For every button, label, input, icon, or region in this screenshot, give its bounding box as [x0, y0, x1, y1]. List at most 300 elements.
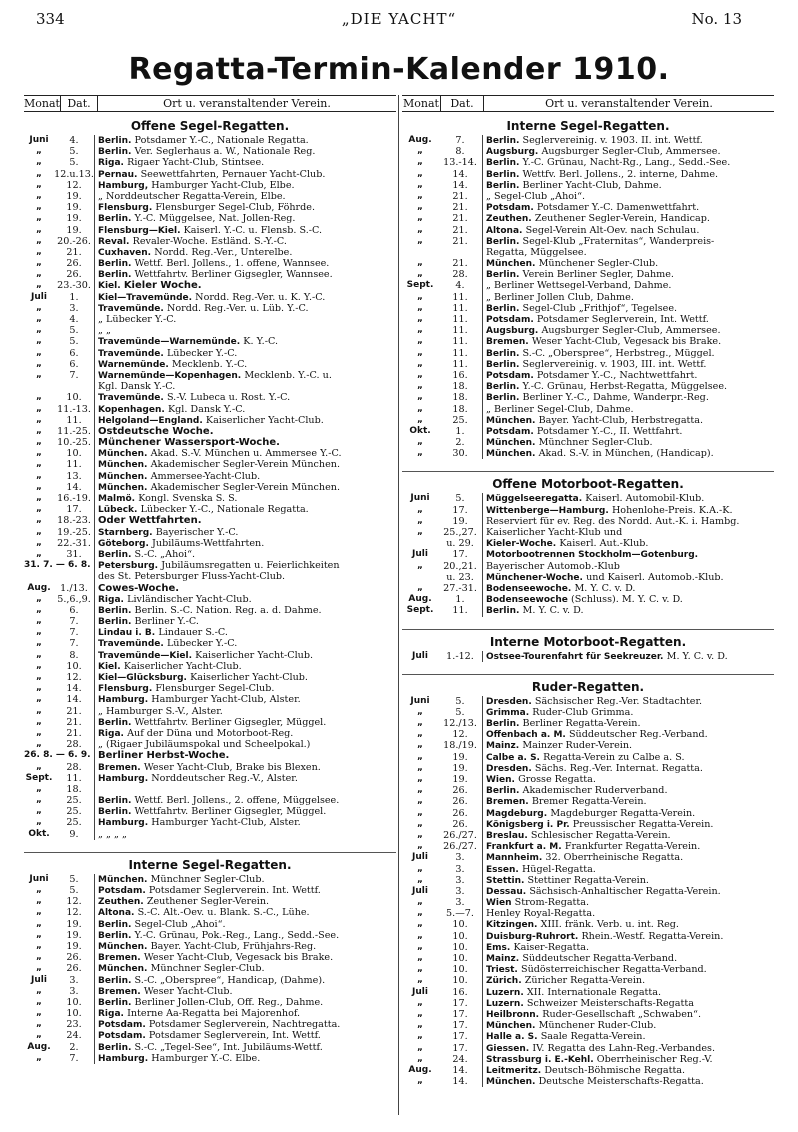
entry-description: Ver. Seglerhaus a. W., Nationale Reg.	[134, 146, 316, 158]
entry-city: Ostsee-Tourenfahrt für Seekreuzer.	[486, 651, 667, 662]
entry-date: u. 29.	[438, 538, 483, 549]
entry-city: Duisburg-Ruhrort.	[486, 931, 582, 942]
entry-month: „	[36, 213, 42, 224]
entry-city: Riga.	[98, 1009, 128, 1020]
entry-month: „	[36, 414, 42, 425]
entry-description: „ Norddeutscher Regatta-Verein, Elbe.	[98, 190, 286, 202]
calendar-entry	[24, 213, 396, 224]
entry-city: Berlin.	[486, 236, 523, 247]
calendar-entry	[24, 169, 396, 180]
calendar-entry	[24, 247, 396, 258]
entry-date: 24.	[54, 1030, 95, 1041]
calendar-entry	[24, 549, 396, 560]
entry-text	[486, 1031, 774, 1042]
entry-city: Flensburg—Kiel.	[98, 225, 184, 236]
calendar-entry	[402, 572, 774, 583]
entry-city: München.	[486, 449, 539, 460]
entry-text	[98, 135, 396, 146]
entry-description: Deutsch-Böhmische Regatta.	[544, 1064, 686, 1076]
entry-text	[98, 448, 396, 459]
calendar-entry	[24, 706, 396, 717]
entry-date: 5.	[54, 146, 95, 157]
entry-date: 3.	[438, 852, 483, 863]
calendar-entry	[24, 795, 396, 806]
entry-description: Mecklenb. Y.-C.	[171, 358, 248, 370]
entry-date: 19.	[54, 202, 95, 213]
entry-city: Zeuthen.	[486, 214, 535, 225]
entry-city: Cuxhaven.	[98, 247, 155, 258]
entry-month: „	[417, 325, 423, 336]
entry-text	[486, 1020, 774, 1031]
entry-month: „	[36, 403, 42, 414]
magazine-title: „DIE YACHT“	[341, 10, 457, 28]
entry-date: u. 23.	[438, 572, 483, 583]
calendar-entry	[402, 146, 774, 157]
entry-city: Dessau.	[486, 886, 530, 897]
entry-month: „	[417, 560, 423, 571]
entry-month: „	[417, 718, 423, 729]
entry-date	[54, 381, 95, 392]
entry-description: Reserviert für ev. Reg. des Nordd. Aut.-K. i. Hambg.	[486, 515, 740, 527]
entry-date: 19.	[438, 752, 483, 763]
entry-city: Flensburg.	[98, 203, 156, 214]
entry-month: „	[36, 907, 42, 918]
calendar-entry	[402, 314, 774, 325]
calendar-entry	[24, 885, 396, 896]
entry-date: 26.	[54, 963, 95, 974]
entry-description: Münchener Wassersport-Woche.	[98, 437, 280, 449]
entry-month: „	[36, 963, 42, 974]
column-header	[24, 95, 396, 112]
entry-date: 19.-25.	[54, 527, 95, 538]
entry-text	[486, 886, 774, 897]
entry-city: Kieler-Woche.	[486, 539, 560, 550]
entry-text	[486, 594, 774, 605]
calendar-entry	[402, 437, 774, 448]
entry-month: „	[417, 1076, 423, 1087]
entry-city: Pernau.	[98, 169, 141, 180]
entry-text	[486, 1009, 774, 1020]
entry-date: 10.	[438, 964, 483, 975]
calendar-entry	[24, 448, 396, 459]
entry-date: 3.	[438, 875, 483, 886]
entry-month: „	[417, 930, 423, 941]
entry-date: 10.	[54, 448, 95, 459]
entry-month: Juli	[412, 852, 428, 863]
entry-date: 3.	[54, 303, 95, 314]
entry-month	[402, 538, 438, 549]
entry-date: 12./13.	[438, 718, 483, 729]
entry-date: 7.	[54, 627, 95, 638]
entry-text	[98, 493, 396, 504]
entry-city: Breslau.	[486, 830, 531, 841]
entry-month: „	[36, 314, 42, 324]
entry-city: Motorbootrennen Stockholm—Gotenburg.	[486, 550, 699, 561]
entry-city: Berlin.	[486, 382, 523, 393]
calendar-entry	[402, 527, 774, 538]
entry-text	[486, 953, 774, 964]
entry-city: Malmö.	[98, 494, 139, 504]
entry-text	[486, 314, 774, 325]
entry-city: Kiel.	[98, 661, 124, 672]
entry-city: Bremen.	[98, 762, 144, 773]
entry-city: Bodenseewoche.	[486, 583, 575, 594]
entry-month: „	[417, 381, 423, 392]
calendar-entry	[402, 696, 774, 707]
entry-description: Bayer. Yacht-Club, Herbstregatta.	[538, 414, 704, 426]
entry-description: Berliner Y.-C., Dahme, Wanderpr.-Reg.	[522, 392, 709, 404]
entry-text	[486, 527, 774, 538]
entry-month: „	[36, 347, 42, 358]
entry-city: Heilbronn.	[486, 1009, 543, 1020]
entry-description: Süddeutscher Regatta-Verband.	[522, 953, 678, 964]
entry-month: „	[36, 683, 42, 694]
entry-text	[98, 325, 396, 336]
entry-date: 3.	[438, 864, 483, 875]
entry-text	[98, 795, 396, 806]
calendar-entry	[402, 381, 774, 392]
entry-city: Bremen.	[98, 953, 144, 964]
entry-date: 10.	[54, 661, 95, 672]
entry-city: Bodenseewoche	[486, 595, 572, 606]
entry-text	[486, 696, 774, 707]
entry-month: Aug.	[27, 582, 51, 593]
entry-month: „	[417, 706, 423, 717]
entry-city: München.	[98, 449, 151, 460]
entry-city: München.	[486, 415, 539, 426]
entry-description: Südösterreichischer Regatta-Verband.	[521, 964, 707, 976]
entry-text	[98, 594, 396, 605]
entry-month: „	[417, 168, 423, 179]
entry-text	[486, 191, 774, 202]
entry-text	[98, 213, 396, 224]
entry-text	[98, 1019, 396, 1030]
entry-month: „	[417, 392, 423, 403]
entry-date: 5.	[54, 336, 95, 347]
entry-city: Kiel.	[98, 281, 124, 292]
entry-date: 19.	[438, 763, 483, 774]
calendar-entry	[24, 627, 396, 638]
entry-text	[486, 819, 774, 830]
entry-month: „	[36, 739, 42, 750]
entry-date: 19.	[438, 774, 483, 785]
entry-description: Cowes-Woche.	[98, 582, 180, 594]
entry-month: „	[36, 325, 42, 336]
entry-city: Berlin.	[98, 717, 135, 728]
entry-text	[486, 864, 774, 875]
entry-date: 3.	[54, 986, 95, 997]
calendar-entry	[402, 1065, 774, 1076]
entry-date: 12.	[54, 896, 95, 907]
entry-city: Halle a. S.	[486, 1032, 541, 1043]
calendar-entry	[402, 852, 774, 863]
calendar-entry	[24, 594, 396, 605]
entry-text	[98, 381, 396, 392]
calendar-entry	[402, 975, 774, 986]
entry-city: Essen.	[486, 864, 522, 875]
entry-description: Segel-Club „Frithjof“, Tegelsee.	[522, 302, 678, 314]
entry-city: Potsdam.	[98, 1020, 149, 1031]
entry-date: 10.	[438, 942, 483, 953]
entry-month	[402, 247, 438, 258]
entry-city: Wien.	[486, 775, 519, 785]
column-divider	[398, 95, 399, 1115]
entry-description: Wettfv. Berl. Jollens., 2. interne, Dahme.	[522, 168, 719, 180]
calendar-entry	[24, 191, 396, 202]
entry-date: 14.	[54, 482, 95, 493]
entry-month: „	[36, 660, 42, 671]
calendar-entry	[402, 1043, 774, 1054]
calendar-entry	[24, 1019, 396, 1030]
entry-date: 23.	[54, 1019, 95, 1030]
entry-description: Rhein.-Westf. Regatta-Verein.	[581, 930, 724, 942]
entry-text	[98, 549, 396, 560]
entry-text	[486, 437, 774, 448]
entry-date: 11.	[438, 605, 483, 616]
entry-city: Zeuthen.	[98, 897, 147, 908]
entry-city: Bremen.	[98, 986, 144, 997]
calendar-entry	[402, 651, 774, 662]
entry-date: 27.-31.	[438, 583, 483, 594]
entry-text	[486, 752, 774, 763]
calendar-entry	[402, 897, 774, 908]
entry-month: „	[417, 997, 423, 1008]
entry-description: Ruder-Club Grimma.	[532, 706, 634, 718]
entry-month: „	[36, 179, 42, 190]
calendar-entry	[402, 1054, 774, 1065]
entry-description: und Kaiserl. Automob.-Klub.	[586, 571, 724, 583]
entry-month: Aug.	[408, 594, 432, 605]
entry-date: 5.	[438, 493, 483, 504]
calendar-entry	[24, 314, 396, 325]
entry-date: 20.,21.	[438, 561, 483, 572]
entry-city: München.	[98, 471, 151, 482]
entry-description: Weser Yacht-Club.	[143, 985, 233, 997]
calendar-entry	[402, 1076, 774, 1087]
entry-city: Petersburg.	[98, 561, 162, 572]
entry-description: Schweizer Meisterschafts-Regatta	[526, 997, 694, 1009]
entry-month: „	[36, 157, 42, 168]
entry-description: Süddeutscher Reg.-Verband.	[568, 729, 708, 741]
entry-description: Potsdamer Seglerverein, Int. Wettf.	[536, 314, 709, 325]
entry-city: Offenbach a. M.	[486, 730, 569, 741]
entry-description: Seglervereinig. v. 1903, III. int. Wettf.	[522, 358, 707, 370]
entry-text	[486, 875, 774, 886]
entry-description: K. Y.-C.	[243, 336, 278, 348]
calendar-entry	[402, 808, 774, 819]
entry-description: Wettf. Berl. Jollens., 2. offene, Müggelsee.	[134, 795, 340, 807]
entry-text	[486, 303, 774, 314]
calendar-entry	[402, 392, 774, 403]
calendar-entry	[402, 448, 774, 459]
entry-description: Weser Yacht-Club, Vegesack bis Brake.	[143, 952, 334, 964]
entry-date: 5.	[54, 157, 95, 168]
entry-city: Travemünde.	[98, 639, 167, 650]
entry-month: „	[36, 761, 42, 772]
entry-date: 26.	[54, 258, 95, 269]
entry-description: Verein Berliner Segler, Dahme.	[522, 269, 674, 281]
entry-month: „	[417, 897, 423, 908]
entry-city: Hamburg,	[98, 180, 152, 191]
entry-date: 11.	[54, 459, 95, 470]
calendar-entry	[402, 864, 774, 875]
entry-description: Deutsche Meisterschafts-Regatta.	[538, 1076, 704, 1088]
entry-month: „	[36, 985, 42, 996]
entry-text	[486, 538, 774, 549]
entry-text	[486, 135, 774, 146]
entry-city: Strassburg i. E.-Kehl.	[486, 1054, 597, 1065]
entry-text	[98, 236, 396, 247]
entry-date: 21.	[438, 191, 483, 202]
entry-month	[402, 572, 438, 583]
calendar-entry	[24, 560, 396, 571]
entry-city: Hamburg.	[98, 773, 152, 784]
calendar-entry	[24, 348, 396, 359]
entry-month: „	[36, 537, 42, 548]
entry-description: „ Berliner Wettsegel-Verband, Dahme.	[486, 280, 672, 292]
entry-description: Henley Royal-Regatta.	[486, 908, 596, 920]
entry-month: „	[36, 817, 42, 828]
entry-description: Ruder-Gesellschaft „Schwaben“.	[542, 1008, 702, 1020]
entry-description: Preussischer Regatta-Verein.	[572, 818, 714, 830]
entry-text	[98, 941, 396, 952]
entry-date: 26./27.	[438, 841, 483, 852]
entry-description: Kaiserl. Aut.-Klub.	[559, 538, 649, 550]
entry-city: Berlin.	[486, 169, 523, 180]
entry-date: 5.	[438, 696, 483, 707]
calendar-entry	[402, 729, 774, 740]
entry-text	[486, 707, 774, 718]
entry-text	[98, 247, 396, 258]
entry-description: Kongl. Svenska S. S.	[138, 493, 238, 504]
calendar-entry	[402, 225, 774, 236]
entry-date: 5.	[54, 885, 95, 896]
entry-city: München.	[486, 1077, 539, 1088]
entry-text	[98, 874, 396, 885]
entry-description: Flensburger Segel-Club, Föhrde.	[155, 202, 316, 214]
entry-date: 11.	[438, 359, 483, 370]
entry-text	[98, 1030, 396, 1041]
entry-description: Rigaer Yacht-Club, Stintsee.	[127, 157, 265, 169]
calendar-entry	[24, 202, 396, 213]
calendar-entry	[24, 605, 396, 616]
entry-month: „	[36, 448, 42, 459]
entry-date: 4.	[438, 280, 483, 291]
entry-month: „	[417, 1053, 423, 1064]
entry-description: Regatta-Verein zu Calbe a. S.	[543, 751, 685, 763]
entry-month: „	[417, 796, 423, 807]
entry-date: 28.	[54, 762, 95, 773]
calendar-entry	[24, 829, 396, 840]
entry-city: Berlin.	[98, 919, 135, 930]
entry-text	[98, 661, 396, 672]
entry-city: Potsdam.	[486, 315, 537, 325]
entry-date: 16.	[438, 987, 483, 998]
entry-date: 25.,27.	[438, 527, 483, 538]
entry-month: „	[417, 818, 423, 829]
entry-date: 25.	[438, 415, 483, 426]
entry-month: „	[36, 795, 42, 806]
entry-text	[98, 817, 396, 828]
entry-month: „	[36, 649, 42, 660]
calendar-entry	[402, 561, 774, 572]
entry-date: 11.-13.	[54, 404, 95, 415]
entry-date: 7.	[54, 1053, 95, 1064]
entry-description: Kaiserl. Y.-C. u. Flensb. S.-C.	[183, 224, 323, 236]
calendar-entry	[24, 527, 396, 538]
entry-text	[98, 258, 396, 269]
entry-month: „	[36, 896, 42, 907]
entry-description: Kieler Woche.	[123, 280, 202, 292]
entry-month: „	[417, 964, 423, 975]
entry-date: 1.	[54, 292, 95, 303]
entry-text	[486, 348, 774, 359]
entry-text	[98, 997, 396, 1008]
entry-text	[486, 157, 774, 168]
entry-description: Wettf. Berl. Jollens., 1. offene, Wannsee.	[134, 258, 330, 270]
month-header: Monat	[24, 97, 60, 110]
entry-city: Berlin.	[486, 303, 523, 314]
entry-text	[98, 963, 396, 974]
entry-month: „	[36, 1008, 42, 1019]
entry-date: 10.	[438, 931, 483, 942]
entry-date: 17.	[438, 1031, 483, 1042]
entry-month: „	[36, 940, 42, 951]
calendar-entry	[24, 359, 396, 370]
entry-date: 4.	[54, 314, 95, 325]
entry-date: 10.	[438, 953, 483, 964]
entry-text	[98, 571, 396, 582]
calendar-entry	[402, 830, 774, 841]
entry-text	[98, 616, 396, 627]
entry-text	[98, 146, 396, 157]
entry-description: „ (Rigaer Jubiläumspokal und Scheelpokal.)	[98, 739, 311, 751]
entry-city: Luzern.	[486, 998, 527, 1009]
entry-date: 4.	[54, 135, 95, 146]
entry-description: Weser Yacht-Club, Vegesack bis Brake.	[531, 336, 722, 348]
entry-city: Dresden.	[486, 763, 535, 774]
entry-month: „	[36, 358, 42, 369]
calendar-entry	[24, 1042, 396, 1053]
entry-city: Mainz.	[486, 741, 523, 752]
entry-text	[486, 493, 774, 504]
entry-description: Kgl. Dansk Y.-C.	[167, 403, 246, 415]
entry-text	[486, 280, 774, 291]
entry-month: „	[36, 627, 42, 638]
entry-date: 11.	[438, 348, 483, 359]
entry-description: Berlin. S.-C. Nation. Reg. a. d. Dahme.	[134, 604, 322, 616]
entry-date: 17.	[438, 1043, 483, 1054]
entry-description: Wettfahrtv. Berliner Gigsegler, Müggel.	[134, 716, 327, 728]
calendar-entry	[402, 594, 774, 605]
entry-city: Flensburg.	[98, 684, 156, 695]
entry-month: „	[36, 202, 42, 213]
entry-date: 21.	[438, 213, 483, 224]
entry-month: „	[36, 459, 42, 470]
entry-description: Potsdamer Y.-C., Nationale Regatta.	[134, 135, 309, 146]
calendar-entry	[402, 549, 774, 560]
entry-description: Kaiserl. Automobil-Klub.	[585, 493, 705, 505]
page-title: Regatta-Termin-Kalender 1910.	[128, 52, 670, 87]
calendar-entry	[24, 1053, 396, 1064]
entry-description: Frankfurter Regatta-Verein.	[564, 841, 701, 853]
entry-description: Nordd. Reg.-Ver., Unterelbe.	[154, 246, 293, 258]
entry-city: Berlin.	[98, 259, 135, 270]
entry-description: „ Lübecker Y.-C.	[98, 314, 177, 325]
entry-text	[486, 381, 774, 392]
entry-text	[98, 907, 396, 918]
entry-city: Hamburg.	[98, 818, 152, 829]
